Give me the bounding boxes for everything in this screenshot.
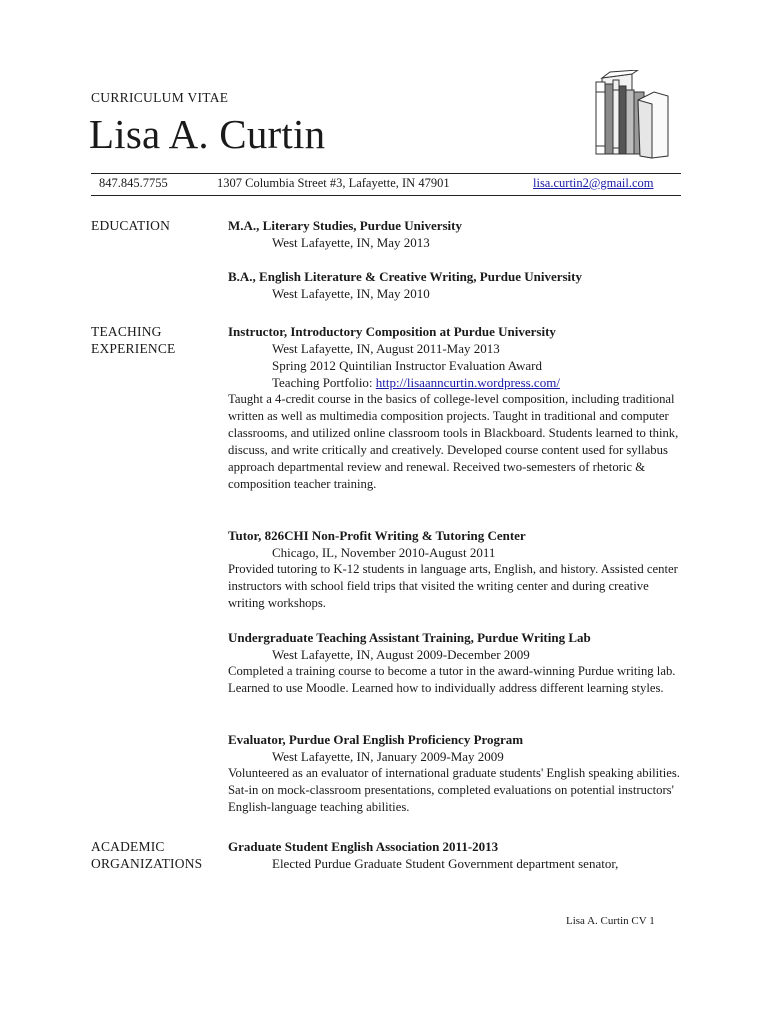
job-detail: West Lafayette, IN, August 2009-December 2009 — [272, 647, 530, 662]
section-label-teaching: TEACHING — [91, 324, 162, 339]
job-detail: Spring 2012 Quintilian Instructor Evaluation Award — [272, 358, 542, 373]
cv-label: CURRICULUM VITAE — [91, 90, 229, 105]
job-detail: West Lafayette, IN, January 2009-May 2009 — [272, 749, 504, 764]
section-label-academic: ACADEMIC — [91, 839, 165, 854]
page-footer: Lisa A. Curtin CV 1 — [566, 915, 655, 927]
email-link[interactable]: lisa.curtin2@gmail.com — [533, 176, 654, 190]
section-label-education: EDUCATION — [91, 218, 171, 233]
contact-bar — [91, 173, 681, 196]
education-detail: West Lafayette, IN, May 2010 — [272, 286, 430, 301]
section-label-teaching: EXPERIENCE — [91, 341, 176, 356]
books-icon — [588, 70, 670, 160]
job-title: Undergraduate Teaching Assistant Training, Purdue Writing Lab — [228, 630, 591, 645]
job-description: Volunteered as an evaluator of international graduate students' English speaking abilities. Sat-in on mock-classroom presentations, completed evaluations on potential instructors' English-language teaching abilities. — [228, 766, 680, 814]
job-description: Completed a training course to become a tutor in the award-winning Purdue writing lab. Learned to use Moodle. Learned how to individually address different learning styles. — [228, 664, 676, 695]
organization-title: Graduate Student English Association 2011-2013 — [228, 839, 499, 854]
education-title: B.A., English Literature & Creative Writing, Purdue University — [228, 269, 582, 284]
candidate-name: Lisa A. Curtin — [89, 111, 326, 157]
organization-detail: Elected Purdue Graduate Student Government department senator, — [272, 856, 619, 871]
job-title: Instructor, Introductory Composition at Purdue University — [228, 324, 556, 339]
job-detail: West Lafayette, IN, August 2011-May 2013 — [272, 341, 500, 356]
phone-number: 847.845.7755 — [99, 176, 168, 190]
section-label-academic: ORGANIZATIONS — [91, 856, 203, 871]
job-description: Provided tutoring to K-12 students in language arts, English, and history. Assisted center instructors with school field trips that visited the writing center and during creative writing workshops. — [228, 562, 678, 610]
education-detail: West Lafayette, IN, May 2013 — [272, 235, 430, 250]
job-detail: Chicago, IL, November 2010-August 2011 — [272, 545, 496, 560]
portfolio-label: Teaching Portfolio: — [272, 375, 376, 390]
portfolio-link[interactable]: http://lisaanncurtin.wordpress.com/ — [375, 375, 560, 390]
portfolio-line — [272, 374, 560, 391]
education-title: M.A., Literary Studies, Purdue University — [228, 218, 462, 233]
mailing-address: 1307 Columbia Street #3, Lafayette, IN 47901 — [217, 176, 450, 190]
job-description: Taught a 4-credit course in the basics of college-level composition, including traditional written as well as multimedia composition projects. Taught in traditional and computer classrooms, and utilized online classroom tools in Blackboard. Students learned to think, discuss, and write critically and creatively. Developed course content used for syllabus approach departmental review and renewal. Received two-semesters of rhetoric & composition teacher training. — [228, 392, 679, 491]
job-title: Evaluator, Purdue Oral English Proficiency Program — [228, 732, 524, 747]
job-title: Tutor, 826CHI Non-Profit Writing & Tutoring Center — [228, 528, 526, 543]
